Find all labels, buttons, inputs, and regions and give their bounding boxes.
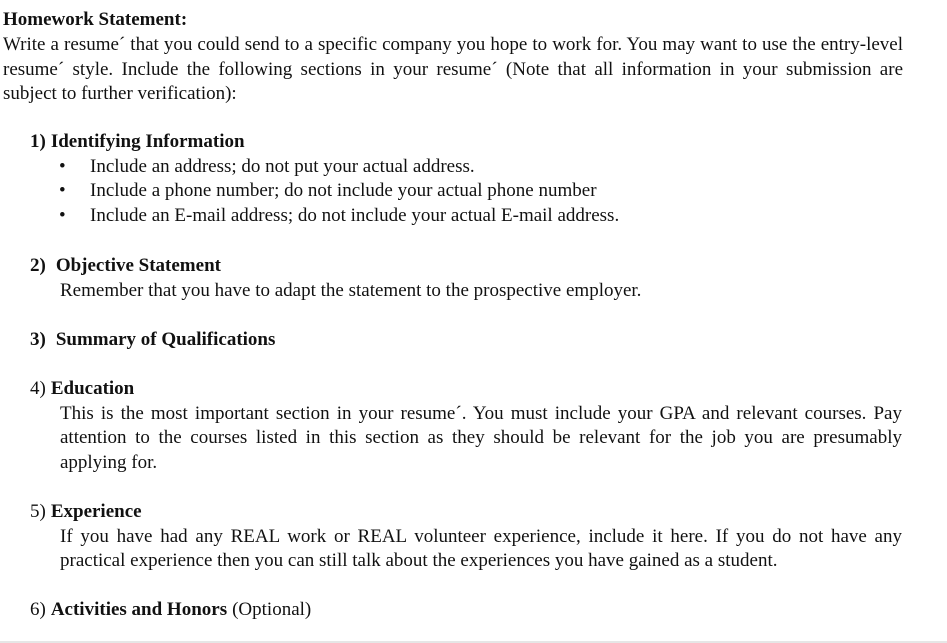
section-title (30, 500, 910, 525)
list-item (30, 204, 910, 229)
section-title-text: Summary of Qualifications (55, 329, 276, 350)
intro-paragraph: Write a resume´ that you could send to a specific company you hope to work for. You may want to use the entry-level resume´ style. Include the following sections in your resume´ (Note that all information in your submission are subject to further verification): (3, 34, 903, 104)
bullet-marker: • (59, 180, 66, 201)
bullet-list (30, 155, 910, 229)
bullet-marker: • (59, 204, 66, 226)
section-number: 5) (30, 501, 46, 522)
section-title (30, 377, 910, 402)
list-item (30, 179, 910, 204)
list-item-text: Include an address; do not put your actual address. (90, 155, 475, 177)
section-experience (30, 500, 910, 574)
section-title (30, 598, 910, 623)
section-title (30, 328, 910, 353)
section-title-text: Activities and Honors (50, 599, 228, 620)
section-number: 4) (30, 378, 46, 399)
section-body: If you have had any REAL work or REAL volunteer experience, include it here. If you do not have any practical experience then you can still talk about the experiences you have gained as a student. (60, 525, 902, 571)
section-title-text: Objective Statement (55, 255, 221, 276)
section-title-text: Experience (50, 501, 142, 522)
section-title-text: Education (50, 378, 135, 399)
list-item (30, 155, 910, 180)
section-number: 1) (30, 131, 46, 152)
section-education (30, 377, 910, 475)
section-title (30, 130, 910, 155)
list-item-text: Include a phone number; do not include your actual phone number (90, 180, 597, 201)
section-title-text: Identifying Information (50, 131, 245, 152)
section-identifying-information (30, 130, 910, 228)
list-item-text: Include an E-mail address; do not include your actual E-mail address. (90, 204, 620, 226)
section-objective-statement (30, 254, 910, 303)
section-activities-and-honors (30, 598, 910, 623)
section-body: This is the most important section in your resume´. You must include your GPA and relevant courses. Pay attention to the courses listed in this section as they should be relevant for the job you are presumably applying for. (60, 402, 902, 473)
bullet-marker: • (59, 155, 66, 177)
section-number: 3) (30, 329, 46, 350)
section-number: 6) (30, 599, 46, 620)
section-body: Remember that you have to adapt the statement to the prospective employer. (60, 279, 642, 301)
optional-label: (Optional) (232, 599, 312, 620)
section-summary-of-qualifications (30, 328, 910, 353)
section-title (30, 254, 910, 279)
homework-heading: Homework Statement: (3, 9, 188, 30)
section-number: 2) (30, 255, 46, 276)
